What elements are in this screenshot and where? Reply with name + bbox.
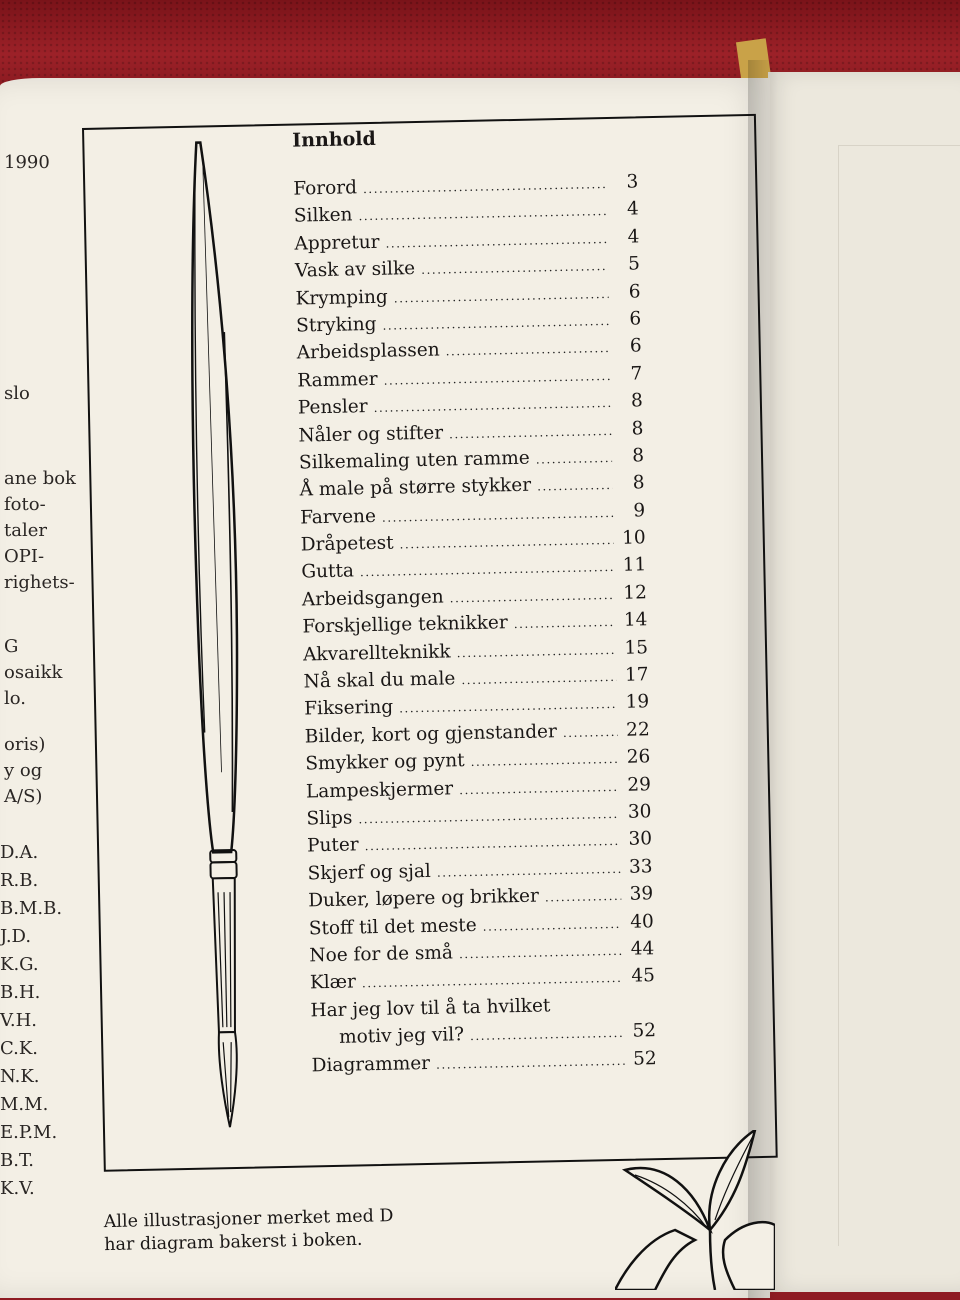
toc-entry: [308, 880, 653, 915]
toc-entry: [306, 771, 651, 806]
toc-entry-page: 6: [629, 335, 642, 357]
leaf-illustration: [615, 1130, 775, 1290]
toc-leader-dots: [445, 335, 610, 365]
toc-entry-page: 7: [630, 363, 643, 385]
toc-entry: [302, 579, 647, 614]
page-fragment: E.P.M.: [0, 1122, 58, 1143]
toc-entry: [297, 360, 642, 395]
toc-entry-page: 22: [625, 719, 650, 741]
toc-entry-page: 26: [626, 746, 651, 768]
toc-leader-dots: [459, 773, 619, 803]
toc-leader-dots: [482, 910, 622, 940]
toc-entry-title: Silken: [293, 204, 353, 227]
toc-entry: [301, 552, 646, 587]
toc-leader-dots: [421, 253, 608, 284]
toc-entry-title: Smykker og pynt: [305, 750, 465, 775]
toc-entry-page: 8: [631, 445, 645, 467]
page-fragment: righets-: [4, 572, 75, 593]
toc-leader-dots: [461, 664, 617, 694]
toc-leader-dots: [399, 527, 614, 558]
toc-entry-title: Arbeidsgangen: [301, 586, 444, 611]
toc-leader-dots: [385, 226, 607, 258]
toc-entry-page: 9: [633, 499, 646, 522]
page-fragment: G: [4, 636, 19, 657]
toc-leader-dots: [459, 938, 623, 968]
toc-entry-page: 3: [626, 171, 639, 193]
toc-entry-title: Klær: [309, 971, 357, 994]
toc-entry-page: 44: [630, 938, 655, 960]
toc-entry-title: Slips: [306, 807, 353, 830]
toc-leader-dots: [436, 1047, 625, 1078]
toc-entry-page: 33: [628, 855, 653, 878]
toc-entry-title: Pensler: [297, 396, 368, 419]
page-fragment: slo: [4, 383, 30, 404]
toc-entry-title: Duker, løpere og brikker: [308, 885, 540, 912]
page-fragment: J.D.: [0, 926, 32, 947]
toc-entry-page: 29: [627, 773, 652, 796]
toc-entry-title: Silkemaling uten ramme: [298, 447, 530, 474]
toc-leader-dots: [394, 281, 609, 312]
toc-entry: [309, 935, 654, 970]
toc-entry: [295, 278, 640, 313]
page-fragment: B.H.: [0, 982, 41, 1003]
page-fragment: foto-: [4, 494, 46, 515]
toc-entry-title: motiv jeg vil?: [338, 1024, 465, 1048]
toc-leader-dots: [537, 472, 613, 501]
page-fragment: B.T.: [0, 1150, 35, 1171]
toc-entry-title: Noe for de små: [309, 942, 454, 967]
toc-entry-page: 4: [626, 198, 640, 220]
toc-leader-dots: [456, 637, 616, 667]
toc-entry: [303, 661, 648, 696]
toc-entry-page: 30: [627, 801, 652, 823]
toc-entry: [305, 743, 650, 778]
toc-entry-page: 4: [627, 226, 640, 248]
caption: Alle illustrasjoner merket med D har diagram bakerst i boken.: [103, 1206, 394, 1256]
toc-entry: [311, 1045, 656, 1080]
toc-entry-title: Vask av silke: [294, 258, 416, 282]
toc-entry-title: Forord: [293, 177, 358, 200]
toc-entry-page: 30: [628, 828, 653, 851]
page-fragment: ane bok: [4, 468, 76, 489]
toc-entry-page: 12: [623, 582, 648, 604]
toc-leader-dots: [382, 500, 614, 532]
toc-entry-title: Gutta: [301, 560, 355, 583]
toc-entry-page: 52: [632, 1047, 657, 1070]
toc-entry: [294, 223, 639, 258]
toc-entry-title: Appretur: [294, 231, 380, 255]
toc-entry-title: Skjerf og sjal: [307, 860, 432, 885]
toc-entry: [311, 1017, 656, 1052]
toc-entry-page: 14: [623, 609, 648, 632]
toc-entry: [299, 442, 644, 477]
toc-entry-title: Bilder, kort og gjenstander: [304, 721, 558, 748]
toc-entry: [298, 387, 643, 422]
toc-entry: [293, 168, 638, 203]
toc-entry-title: Stoff til det meste: [308, 914, 477, 939]
paintbrush-illustration: [164, 132, 265, 1133]
toc-entry-page: 39: [629, 883, 654, 905]
toc-entry: [295, 251, 640, 286]
toc-leader-dots: [449, 417, 612, 447]
page-fragment: taler: [4, 520, 47, 541]
toc-entry-title: Rammer: [297, 368, 378, 392]
page-fragment: B.M.B.: [0, 898, 63, 919]
toc-entry-title: Nå skal du male: [303, 668, 456, 693]
toc-entry-title: Akvarellteknikk: [302, 641, 451, 666]
page-fragment: osaikk: [4, 662, 63, 683]
toc-entry-page: 17: [624, 664, 649, 686]
page-fragment: lo.: [4, 688, 26, 709]
page-fragment: OPI-: [4, 546, 45, 567]
toc-entry-page: 10: [621, 527, 646, 549]
toc-entry-title: Fiksering: [304, 697, 394, 720]
page-fragment: V.H.: [0, 1010, 37, 1031]
toc-entry-title: Puter: [306, 834, 359, 857]
toc-leader-dots: [563, 719, 618, 747]
toc-entry-page: 19: [625, 691, 650, 714]
page-fragment: K.G.: [0, 954, 39, 975]
page-fragment: M.M.: [0, 1094, 49, 1115]
toc-entry-page: 40: [629, 910, 654, 933]
toc-entry-title: Forskjellige teknikker: [302, 612, 508, 638]
toc-entry-title: Diagrammer: [311, 1052, 431, 1076]
right-page-frame: [838, 145, 960, 1246]
toc-leader-dots: [470, 1020, 625, 1050]
page-fragment: 1990: [4, 152, 50, 173]
page-fragment: A/S): [4, 786, 43, 807]
page-fragment: y og: [4, 760, 43, 781]
toc-leader-dots: [383, 363, 610, 395]
toc-entry: [302, 607, 647, 642]
page-fragment: R.B.: [0, 870, 39, 891]
page-fragment: D.A.: [0, 842, 39, 863]
toc-entry: [294, 196, 639, 231]
toc-entry: [296, 305, 641, 340]
toc-entry-page: 5: [627, 253, 641, 275]
toc-entry-title: Arbeidsplassen: [296, 339, 440, 364]
toc-entry-title: Å male på større stykker: [299, 474, 532, 501]
toc-leader-dots: [535, 445, 612, 474]
toc-entry-page: 8: [630, 390, 644, 412]
toc-entry-page: 6: [629, 308, 642, 330]
toc-leader-dots: [545, 883, 622, 912]
toc-entry-page: 8: [632, 472, 645, 494]
page-fragment: C.K.: [0, 1038, 39, 1059]
toc-frame: [82, 114, 778, 1172]
toc-title: Innhold: [292, 127, 377, 152]
toc-entry-page: 15: [624, 636, 649, 659]
toc-leader-dots: [437, 856, 621, 887]
toc-entry: [301, 524, 646, 559]
toc-entry-page: 6: [628, 280, 641, 303]
toc-entry-title: Farvene: [299, 505, 377, 529]
toc-entry-page: 45: [631, 965, 656, 988]
toc-entry: [303, 634, 648, 669]
toc-leader-dots: [382, 308, 609, 340]
toc-entry: [296, 333, 641, 368]
page-fragment: K.V.: [0, 1178, 35, 1199]
toc-entry-page: 11: [622, 554, 647, 577]
toc-leader-dots: [449, 582, 615, 612]
toc-entry: [298, 415, 643, 450]
page-fragment: oris): [4, 734, 46, 755]
toc-entry-title: Nåler og stifter: [298, 422, 444, 447]
toc-entry-title: Krymping: [295, 286, 389, 310]
toc-leader-dots: [513, 609, 615, 638]
toc-entry: [307, 853, 652, 888]
toc-list: [293, 168, 657, 1079]
toc-entry: [299, 470, 644, 505]
toc-entry: [309, 908, 654, 943]
toc-entry: [300, 497, 645, 532]
toc-entry-page: 52: [632, 1020, 657, 1042]
toc-entry: [304, 689, 649, 724]
toc-entry-title: Lampeskjermer: [305, 777, 454, 803]
toc-leader-dots: [470, 746, 618, 776]
toc-entry-title: Dråpetest: [300, 532, 394, 556]
page-fragment: N.K.: [0, 1066, 40, 1087]
toc-entry-title: Har jeg lov til å ta hvilket: [310, 995, 551, 1022]
toc-entry-page: 8: [631, 417, 644, 440]
toc-entry-title: Stryking: [295, 313, 377, 337]
toc-entry: [305, 716, 650, 751]
